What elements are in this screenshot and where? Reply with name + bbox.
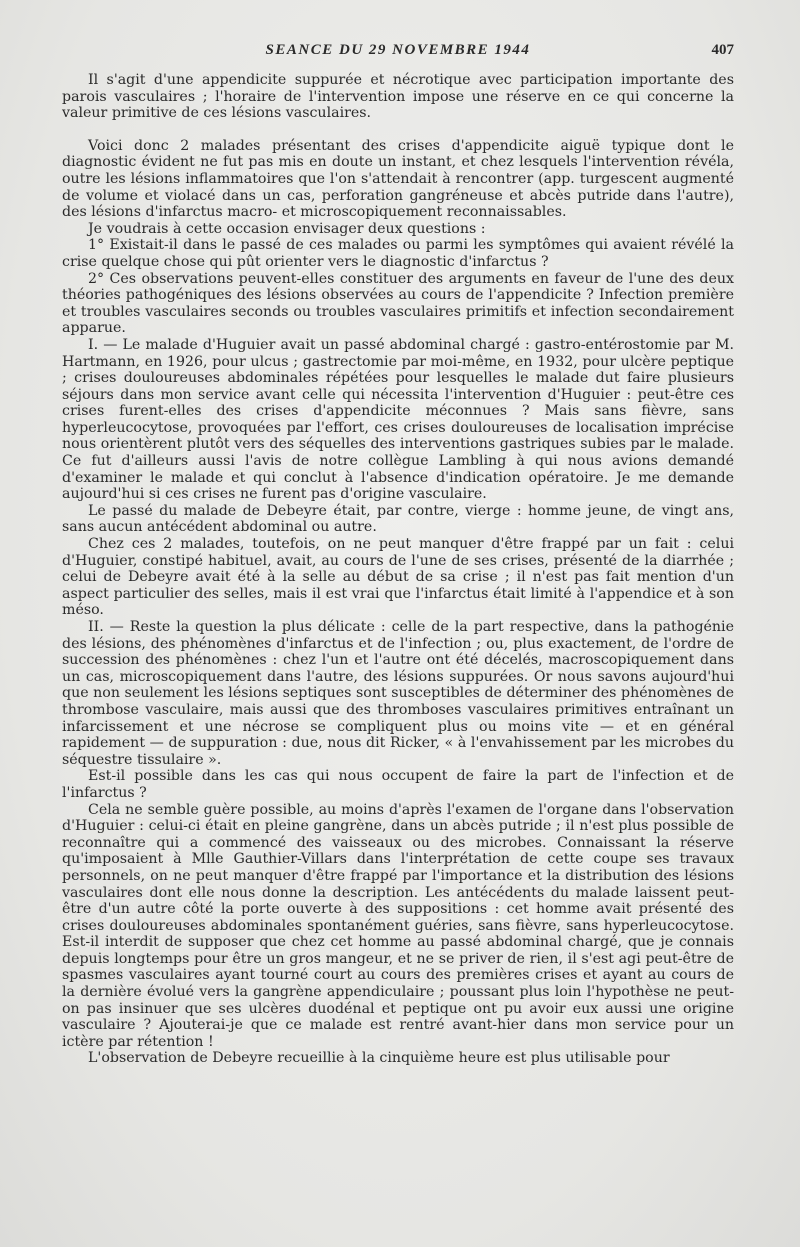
paragraph: Il s'agit d'une appendicite suppurée et nécrotique avec participation importante des parois vasculaires ; l'horaire de l'intervention impose une réserve en ce qui concerne la valeur primitive de ces lésions vasculaires. bbox=[62, 72, 734, 122]
paragraph: 2° Ces observations peuvent-elles constituer des arguments en faveur de l'une des deux théories pathogéniques des lésions observées au cours de l'appendicite ? Infection première et troubles vasculaires seconds ou troubles vasculaires primitifs et infection secondairement apparue. bbox=[62, 270, 734, 337]
page-number: 407 bbox=[711, 42, 734, 58]
paragraph: L'observation de Debeyre recueillie à la cinquième heure est plus utilisable pour bbox=[88, 1050, 670, 1067]
body-text bbox=[62, 72, 734, 1067]
paragraph: II. — Reste la question la plus délicate : celle de la part respective, dans la pathogénie des lésions, des phénomènes d'infarctus et de l'infection ; ou, plus exactement, de l'ordre de succession des phénomènes : chez l'un et l'autre ont été décelés, macroscopiquement dans un cas, microscopiquement dans l'autre, des lésions suppurées. Or nous savons aujourd'hui que non seulement les lésions septiques sont susceptibles de déterminer des phénomènes de thrombose vasculaire, mais aussi que des thromboses vasculaires primitives entraînant un infarcissement et une nécrose se compliquent plus ou moins vite — et en général rapidement — de suppuration : due, nous dit Ricker, « à l'envahissement par les microbes du séquestre tissulaire ». bbox=[62, 619, 734, 768]
paragraph: Chez ces 2 malades, toutefois, on ne peut manquer d'être frappé par un fait : celui d'Huguier, constipé habituel, avait, au cours de l'une de ses crises, présenté de la diarrhée ; celui de Debeyre avait été à la selle au début de sa crise ; il n'est pas fait mention d'un aspect particulier des selles, mais il est vrai que l'infarctus était limité à l'appendice et à son méso. bbox=[62, 536, 734, 619]
paragraph: Est-il possible dans les cas qui nous occupent de faire la part de l'infection et de l'infarctus ? bbox=[62, 768, 734, 801]
header-title: SEANCE DU 29 NOVEMBRE 1944 bbox=[265, 42, 531, 58]
paragraph: Cela ne semble guère possible, au moins d'après l'examen de l'organe dans l'observation d'Huguier : celui-ci était en pleine gangrène, dans un abcès putride ; il n'est plus possible de reconnaître qui a commencé des vaisseaux ou des microbes. Connaissant la réserve qu'imposaient à Mlle Gauthier-Villars dans l'interprétation de cette coupe ses travaux personnels, on ne peut manquer d'être frappé par l'importance et la distribution des lésions vasculaires dont elle nous donne la description. Les antécédents du malade laissent peut-être d'un autre côté la porte ouverte à des suppositions : cet homme avait présenté des crises douloureuses abdominales spontanément guéries, sans fièvre, sans hyperleucocytose. Est-il interdit de supposer que chez cet homme au passé abdominal chargé, que je connais depuis longtemps pour être un gros mangeur, et ne se priver de rien, il s'est agi peut-être de spasmes vasculaires ayant tourné court au cours des premières crises et ayant au cours de la dernière évolué vers la gangrène appendiculaire ; poussant plus loin l'hypothèse ne peut-on pas insinuer que ses ulcères duodénal et peptique ont pu avoir eux aussi une origine vasculaire ? Ajouterai-je que ce malade est rentré avant-hier dans mon service pour un ictère par rétention ! bbox=[62, 801, 734, 1050]
running-header bbox=[62, 40, 734, 68]
paragraph: 1° Existait-il dans le passé de ces malades ou parmi les symptômes qui avaient révélé la crise quelque chose qui pût orienter vers le diagnostic d'infarctus ? bbox=[62, 237, 734, 270]
paragraph: Je voudrais à cette occasion envisager deux questions : bbox=[88, 220, 486, 237]
paragraph: Voici donc 2 malades présentant des crises d'appendicite aiguë typique dont le diagnostic évident ne fut pas mis en doute un instant, et chez lesquels l'intervention révéla, outre les lésions inflammatoires que l'on s'attendait à rencontrer (app. turgescent augmenté de volume et violacé dans un cas, perforation gangréneuse et abcès putride dans l'autre), des lésions d'infarctus macro- et microscopiquement reconnaissables. bbox=[62, 137, 734, 221]
paragraph: Le passé du malade de Debeyre était, par contre, vierge : homme jeune, de vingt ans, sans aucun antécédent abdominal ou autre. bbox=[62, 502, 734, 536]
paragraph: I. — Le malade d'Huguier avait un passé abdominal chargé : gastro-entérostomie par M. Hartmann, en 1926, pour ulcus ; gastrectomie par moi-même, en 1932, pour ulcère peptique ; crises douloureuses abdominales répétées pour lesquelles le malade dut faire plusieurs séjours dans mon service avant celle qui nécessita l'intervention d'Huguier : peut-être ces crises furent-elles des crises d'appendicite méconnues ? Mais sans fièvre, sans hyperleucocytose, provoquées par l'effort, ces crises douloureuses de localisation imprécise nous orientèrent plutôt vers des séquelles des interventions gastriques subies par le malade. Ce fut d'ailleurs aussi l'avis de notre collègue Lambling à qui nous avions demandé d'examiner le malade et qui conclut à l'absence d'indication opératoire. Je me demande aujourd'hui si ces crises ne furent pas d'origine vasculaire. bbox=[62, 336, 734, 503]
